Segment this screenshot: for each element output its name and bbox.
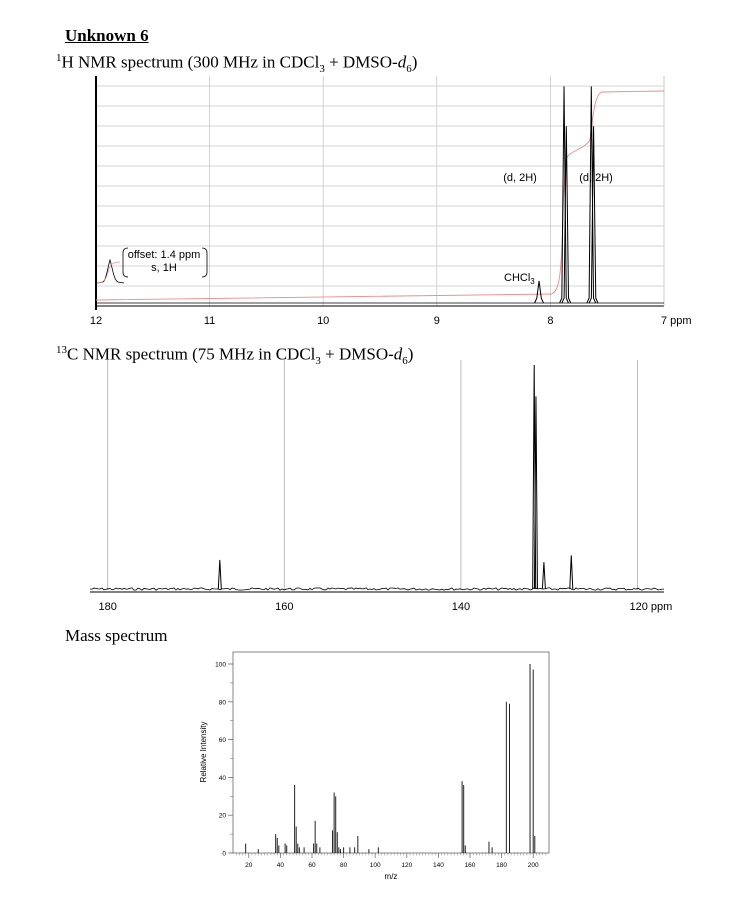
mass-x-tick-label: 200 [527, 862, 539, 869]
c-nmr-tick-label: 160 [275, 601, 294, 613]
mass-x-axis-label: m/z [384, 872, 398, 881]
mass-x-tick-label: 140 [432, 862, 444, 869]
mass-x-tick-label: 20 [245, 862, 253, 869]
mass-y-tick-label: 40 [218, 774, 226, 782]
mass-y-tick-label: 60 [218, 737, 226, 745]
h-nmr-peak-label: (d, 2H) [579, 172, 613, 184]
mass-x-tick-label: 120 [401, 862, 413, 869]
h-nmr-tick-label: 11 [203, 315, 216, 327]
h-nmr-peak-label: (d, 2H) [503, 172, 537, 184]
c-nmr-tick-label: 120 ppm [629, 601, 673, 613]
mass-x-tick-label: 100 [369, 862, 381, 869]
h-nmr-tick-label: 9 [433, 315, 440, 327]
mass-y-tick-label: 20 [218, 812, 226, 820]
mass-plot-frame [233, 652, 549, 853]
h-nmr-offset-label: offset: 1.4 ppm [127, 249, 201, 261]
c-nmr-caption: $^{13}$C NMR spectrum (75 MHz in CDCl$_3$ + DMSO-$d_6$) [56, 344, 414, 368]
mass-x-tick-label: 60 [308, 862, 316, 869]
mass-x-tick-label: 40 [276, 862, 285, 869]
h-nmr-tick-label: 12 [89, 315, 103, 327]
mass-x-tick-label: 80 [339, 862, 348, 869]
mass-x-tick-label: 180 [496, 862, 508, 869]
mass-y-axis-label: Relative Intensity [199, 721, 208, 783]
mass-y-tick-label: 0 [222, 850, 226, 858]
c-nmr-tick-label: 180 [98, 601, 117, 613]
h-nmr-solvent-label: CHCl$_3$ [504, 272, 535, 286]
c-nmr-tick-label: 140 [451, 601, 471, 613]
page-title: Unknown 6 [65, 26, 149, 45]
h-nmr-tick-label: 8 [547, 315, 554, 327]
h-nmr-tick-label: 10 [317, 315, 330, 327]
mass-caption: Mass spectrum [65, 626, 168, 645]
h-nmr-tick-label: 7 ppm [661, 315, 692, 327]
mass-x-tick-label: 160 [464, 862, 476, 869]
h-nmr-multiplicity-label: s, 1H [151, 262, 177, 274]
mass-y-tick-label: 100 [215, 661, 226, 669]
h-nmr-caption: $^1$H NMR spectrum (300 MHz in CDCl$_3$ + DMSO-$d_6$) [56, 52, 418, 76]
mass-y-tick-label: 80 [218, 699, 226, 707]
